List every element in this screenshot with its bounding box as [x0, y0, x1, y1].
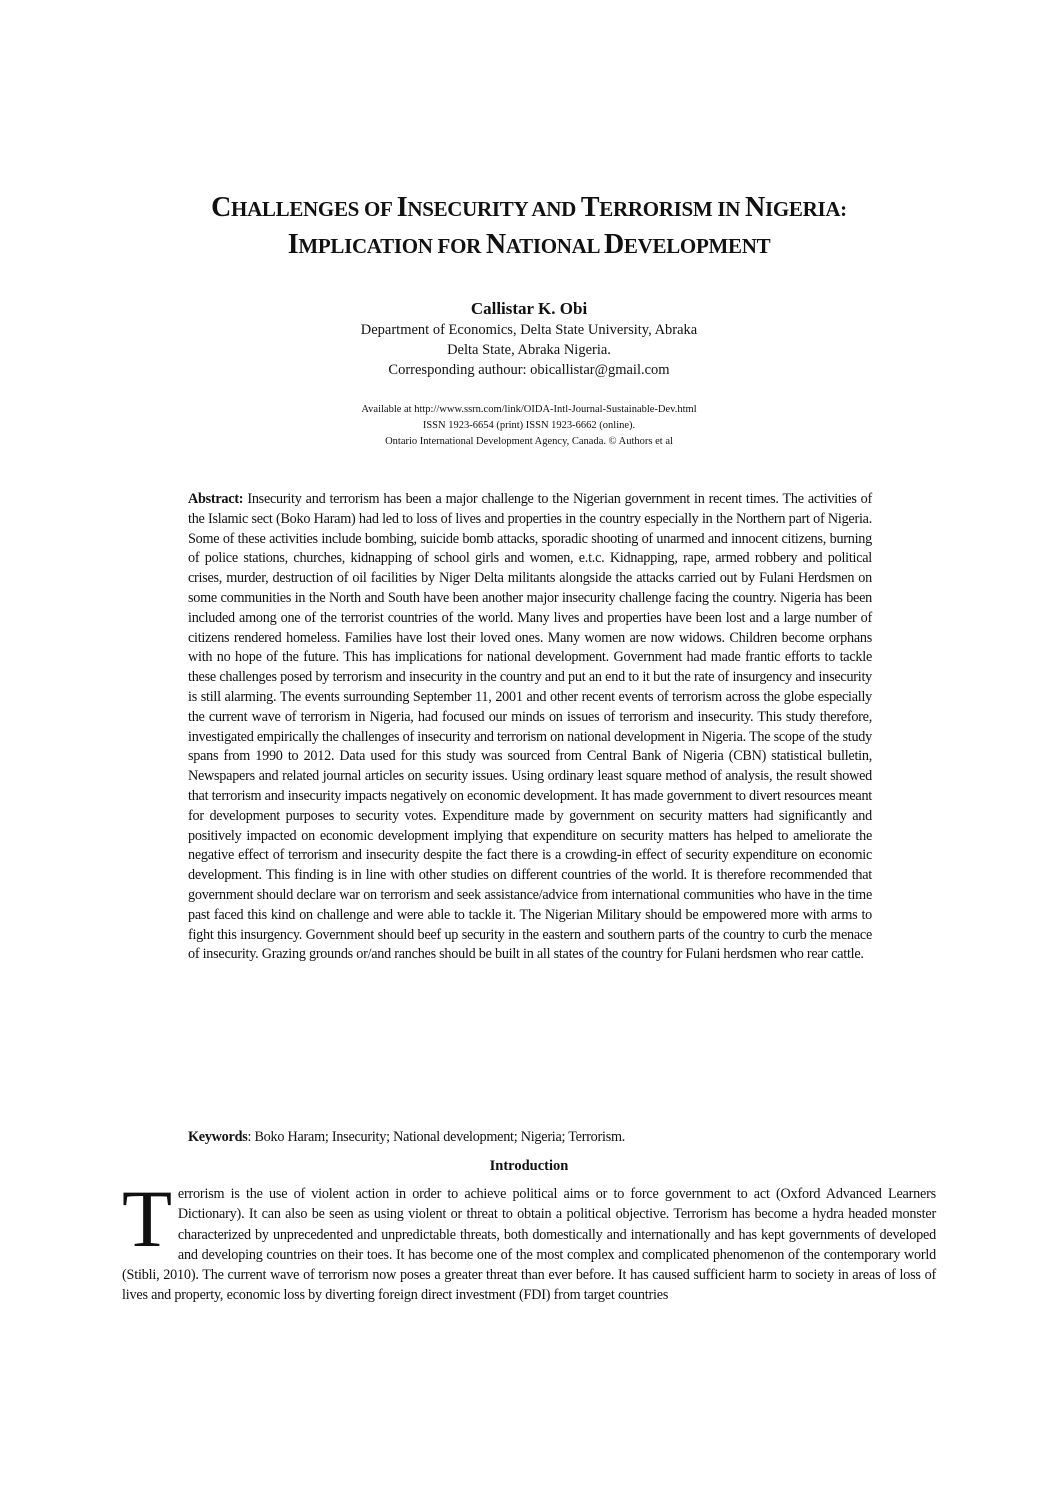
title-line-1: CHALLENGES OF INSECURITY AND TERRORISM IN NIGERIA: — [211, 192, 847, 223]
abstract-text: Insecurity and terrorism has been a major challenge to the Nigerian government in recent times. The activities of the Islamic sect (Boko Haram) had led to loss of lives and properties in the country especially in the Northern part of Nigeria. Some of these activities include bombing, suicide bomb attacks, sporadic shooting of unarmed and innocent citizens, burning of police stations, churches, kidnapping of school girls and women, e.t.c. Kidnapping, rape, armed robbery and political crises, murder, destruction of oil facilities by Niger Delta militants alongside the attacks carried out by Fulani Herdsmen on some communities in the North and South have been another major insecurity challenge facing the country. Nigeria has been included among one of the terrorist countries of the world. Many lives and properties have been lost and a large number of citizens rendered homeless. Families have lost their loved ones. Many women are now widows. Children become orphans with no hope of the future. This has implications for national development. Government had made frantic efforts to tackle these challenges posed by terrorism and insecurity in the country and put an end to it but the rate of insurgency and insecurity is still alarming. The events surrounding September 11, 2001 and other recent events of terrorism across the globe especially the current wave of terrorism in Nigeria, had focused our minds on issues of terrorism and insecurity. This study therefore, investigated empirically the challenges of insecurity and terrorism on national development in Nigeria. The scope of the study spans from 1990 to 2012. Data used for this study was sourced from Central Bank of Nigeria (CBN) statistical bulletin, Newspapers and related journal articles on security issues. Using ordinary least square method of analysis, the result showed that terrorism and insecurity impacts negatively on economic development. It has made government to divert resources meant for development purposes to security votes. Expenditure made by government on security matters had significantly and positively impacted on economic development implying that expenditure on security matters has helped to ameliorate the negative effect of terrorism and insecurity despite the fact there is a crowding-in effect of security expenditure on economic development. This finding is in line with other studies on different countries of the world. It is therefore recommended that government should declare war on terrorism and seek assistance/advice from international communities who have in the time past faced this kind on challenge and were able to tackle it. The Nigerian Military should be empowered more with arms to fight this insurgency. Government should beef up security in the eastern and southern parts of the country to curb the menace of insecurity. Grazing grounds or/and ranches should be built in all states of the country for Fulani herdsmen who rear cattle. — [188, 491, 872, 963]
publisher-line: Ontario International Development Agency, Canada. © Authors et al — [385, 436, 673, 447]
section-heading-introduction: Introduction — [489, 1158, 569, 1174]
author-name: Callistar K. Obi — [470, 299, 588, 318]
keywords — [188, 1127, 872, 1147]
issn-line: ISSN 1923-6654 (print) ISSN 1923-6662 (online). — [422, 420, 636, 431]
introduction-body — [122, 1173, 936, 1306]
publication-info — [200, 402, 858, 450]
abstract-label: Abstract: — [188, 491, 244, 507]
author-affiliation: Department of Economics, Delta State University, Abraka — [360, 322, 698, 338]
abstract — [188, 490, 872, 965]
availability-line: Available at http://www.ssrn.com/link/OIDA-Intl-Journal-Sustainable-Dev.html — [361, 404, 697, 415]
drop-cap: T — [122, 1173, 172, 1264]
keywords-label: Keywords — [188, 1129, 248, 1145]
keywords-text: : Boko Haram; Insecurity; National development; Nigeria; Terrorism. — [247, 1129, 626, 1145]
author-block — [200, 298, 858, 380]
author-correspondence: Corresponding authour: obicallistar@gmail.com — [388, 362, 670, 378]
introduction-text: errorism is the use of violent action in order to achieve political aims or to force government to act (Oxford Advanced Learners Dictionary). It can also be seen as using violent or threat to obtain a political objective. Terrorism has become a hydra headed monster characterized by unprecedented and unpredictable threats, both domestically and internationally and has kept governments of developed and developing countries on their toes. It has become one of the most complex and complicated phenomenon of the contemporary world (Stibli, 2010). The current wave of terrorism now poses a greater threat than ever before. It has caused sufficient harm to society in areas of loss of lives and property, economic loss by diverting foreign direct investment (FDI) from target countries — [122, 1186, 936, 1304]
title-line-2: IMPLICATION FOR NATIONAL DEVELOPMENT — [287, 229, 771, 260]
paper-title — [100, 190, 958, 264]
author-location: Delta State, Abraka Nigeria. — [447, 342, 611, 358]
